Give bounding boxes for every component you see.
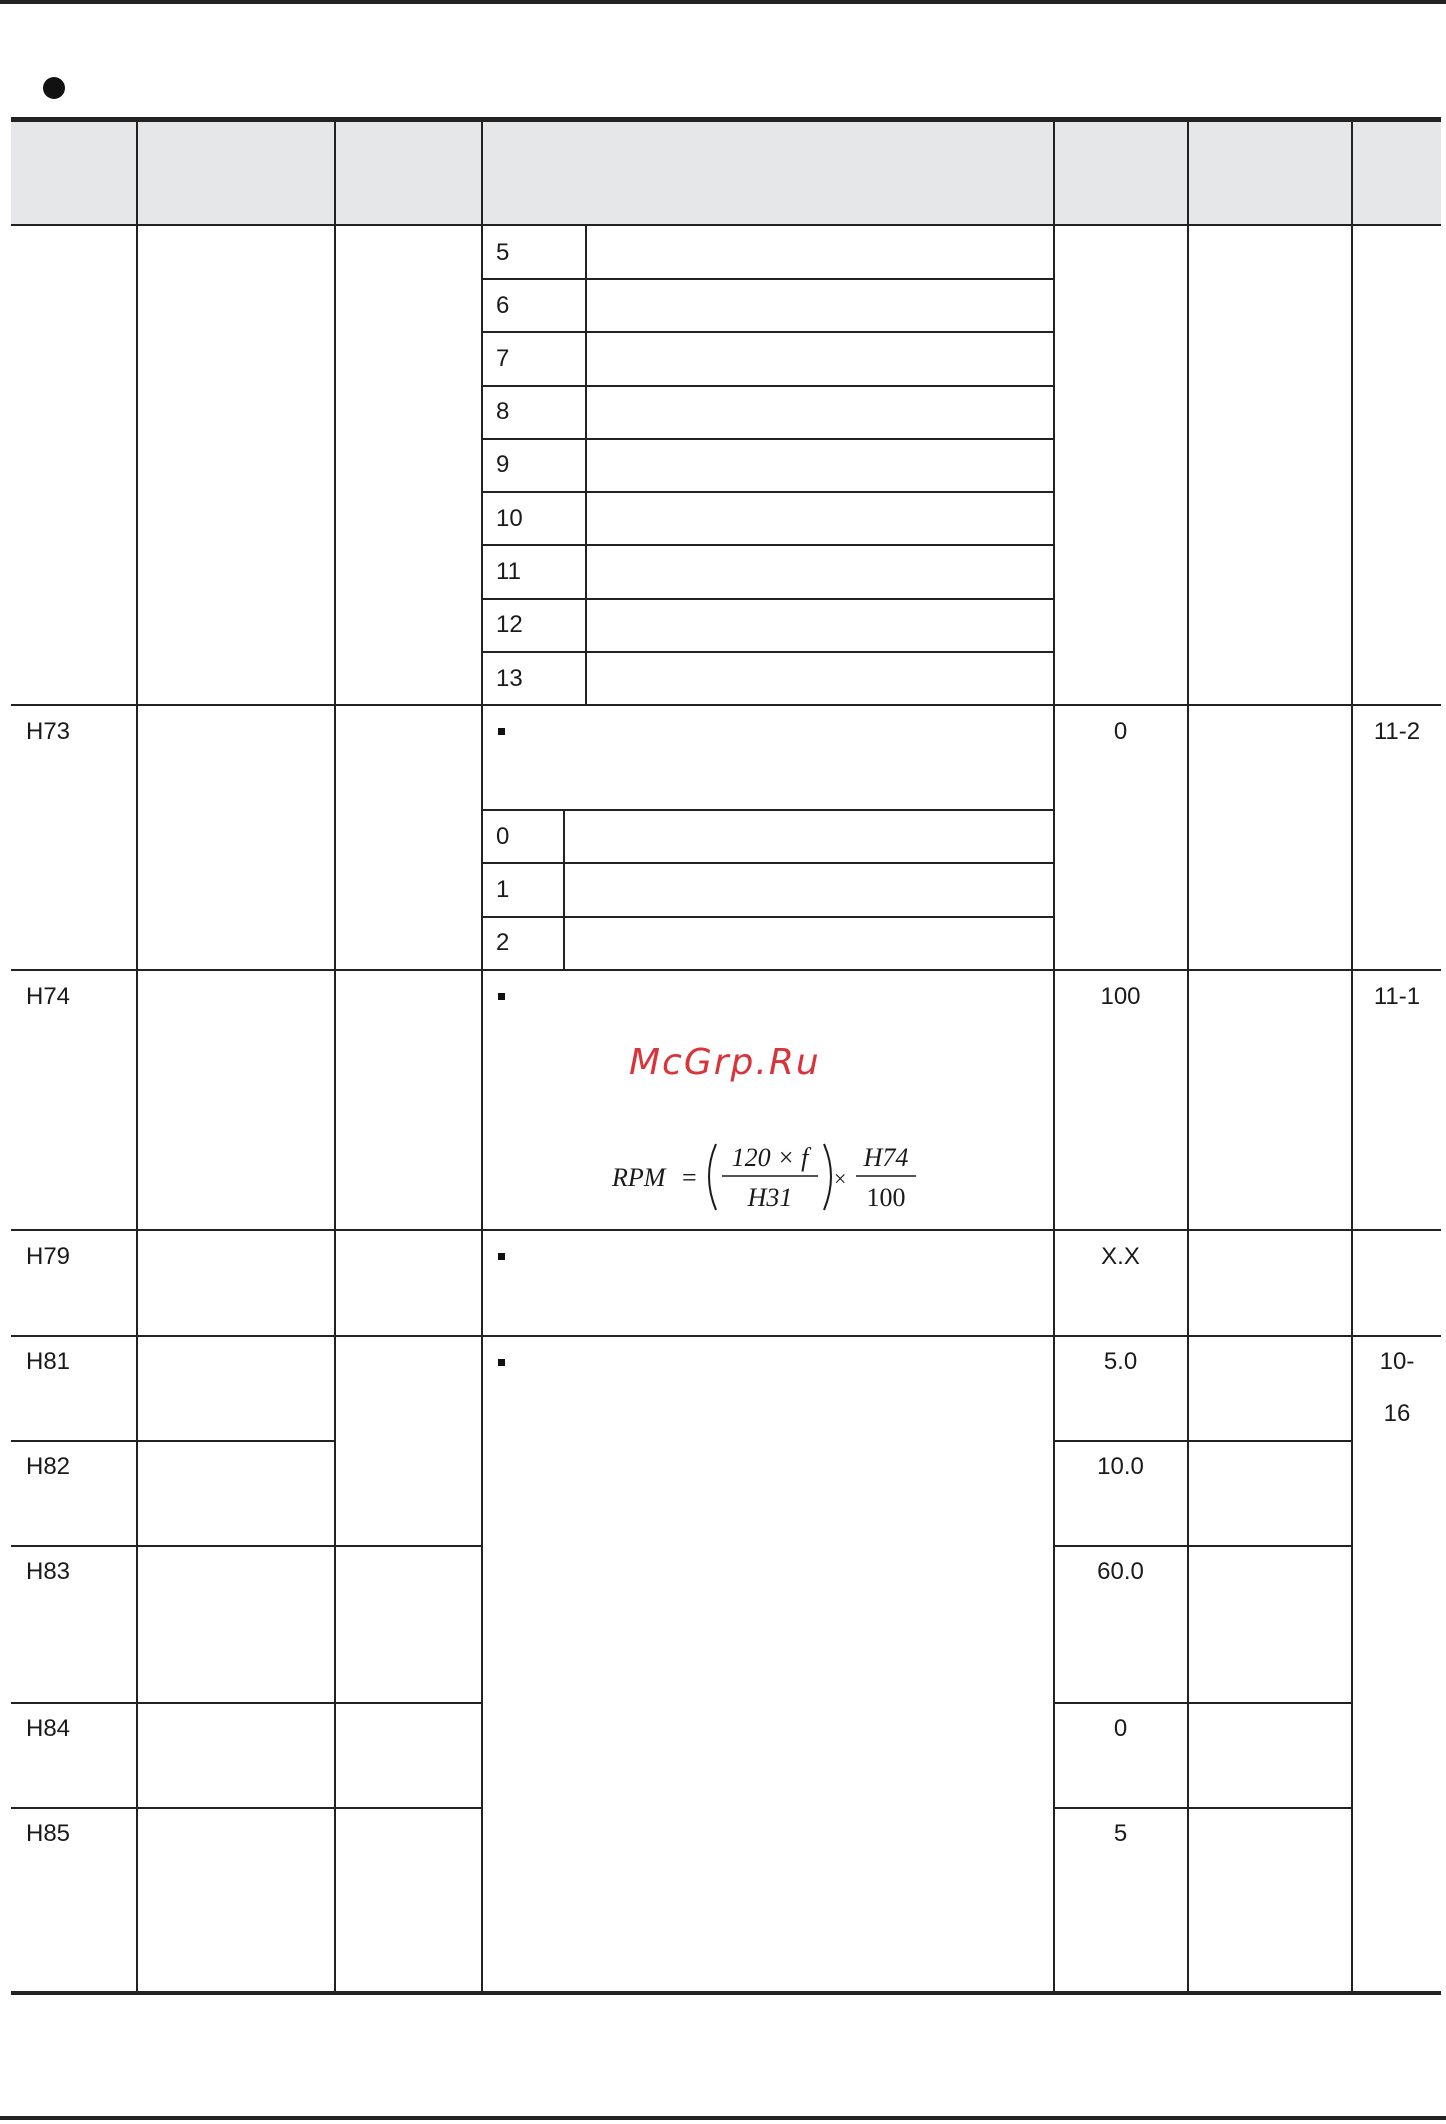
column-divider [481, 122, 483, 1991]
row-divider [1053, 1440, 1353, 1442]
row-divider [11, 704, 1441, 706]
sub-option-code: 5 [496, 239, 510, 266]
bullet-square-icon [498, 993, 505, 1000]
sub-row-line [481, 651, 1054, 653]
watermark: McGrp.Ru [629, 1042, 821, 1083]
header-divider [11, 224, 1441, 226]
row-divider [11, 1545, 482, 1547]
sub-option-code: 1 [496, 876, 510, 903]
page-ref-h81-line1: 10- [1379, 1348, 1415, 1375]
sub-row-line [481, 331, 1054, 333]
sub-option-code: 10 [496, 505, 523, 532]
default-value-h83: 60.0 [1097, 1558, 1144, 1585]
default-value-h79: X.X [1101, 1243, 1140, 1270]
sub-option-code: 13 [496, 665, 523, 692]
param-code-h82: H82 [26, 1453, 71, 1480]
sub-table-divider [563, 809, 565, 969]
default-value-h73: 0 [1113, 718, 1128, 745]
sub-option-code: 7 [496, 345, 510, 372]
default-value-h82: 10.0 [1097, 1453, 1144, 1480]
column-divider [136, 122, 138, 1991]
param-code-h79: H79 [26, 1243, 71, 1270]
formula-paren-left [709, 1144, 716, 1210]
default-value-h74: 100 [1100, 983, 1141, 1010]
row-divider [11, 1440, 335, 1442]
sub-option-code: 8 [496, 398, 510, 425]
sub-row-line [481, 862, 1054, 864]
bullet-square-icon [498, 1253, 505, 1260]
param-code-h73: H73 [26, 718, 71, 745]
sub-option-code: 6 [496, 292, 510, 319]
table-header-row [11, 122, 1441, 225]
row-divider [11, 1702, 482, 1704]
sub-option-code: 9 [496, 451, 510, 478]
section-bullet [43, 77, 65, 99]
row-divider [11, 1335, 1441, 1337]
sub-option-code: 11 [496, 558, 521, 585]
sub-option-code: 2 [496, 929, 510, 956]
sub-option-code: 0 [496, 823, 510, 850]
bullet-square-icon [498, 1359, 505, 1366]
param-code-h83: H83 [26, 1558, 71, 1585]
sub-row-line [481, 278, 1054, 280]
sub-option-code: 12 [496, 611, 523, 638]
sub-row-line [481, 916, 1054, 918]
formula-numerator-1: 120 × f [731, 1143, 809, 1172]
sub-table-divider [585, 225, 587, 705]
sub-row-line [481, 438, 1054, 440]
formula-denominator-1: H31 [747, 1183, 793, 1212]
param-code-h81: H81 [26, 1348, 71, 1375]
row-divider [11, 1229, 1441, 1231]
formula-equals: = [682, 1163, 697, 1192]
page-ref-h73: 11-2 [1373, 718, 1421, 745]
formula-lhs: RPM [612, 1163, 666, 1192]
row-divider [11, 1807, 482, 1809]
row-divider [1053, 1702, 1353, 1704]
sub-row-line [481, 598, 1054, 600]
formula-denominator-2: 100 [866, 1183, 906, 1212]
row-divider [11, 969, 1441, 971]
sub-row-line [481, 544, 1054, 546]
column-divider [334, 122, 336, 1991]
bottom-rule [0, 2116, 1446, 2120]
param-code-h85: H85 [26, 1820, 71, 1847]
param-code-h74: H74 [26, 983, 71, 1010]
sub-row-line [481, 385, 1054, 387]
page-ref-h74: 11-1 [1373, 983, 1421, 1010]
sub-row-line [481, 491, 1054, 493]
sub-row-line [481, 809, 1054, 811]
formula-paren-right [824, 1144, 831, 1210]
bullet-square-icon [498, 728, 505, 735]
column-divider [1187, 122, 1189, 1991]
row-divider [1053, 1807, 1353, 1809]
param-code-h84: H84 [26, 1715, 71, 1742]
table-bottom-border [11, 1991, 1441, 1995]
top-rule [0, 0, 1446, 4]
formula-numerator-2: H74 [863, 1143, 909, 1172]
column-divider [1351, 122, 1353, 1991]
default-value-h84: 0 [1113, 1715, 1128, 1742]
formula-times: × [834, 1166, 847, 1191]
rpm-formula [608, 1130, 928, 1222]
column-divider [1053, 122, 1055, 1991]
row-divider [1053, 1545, 1353, 1547]
page-ref-h81-line2: 16 [1383, 1400, 1411, 1427]
default-value-h85: 5 [1113, 1820, 1128, 1847]
default-value-h81: 5.0 [1103, 1348, 1138, 1375]
